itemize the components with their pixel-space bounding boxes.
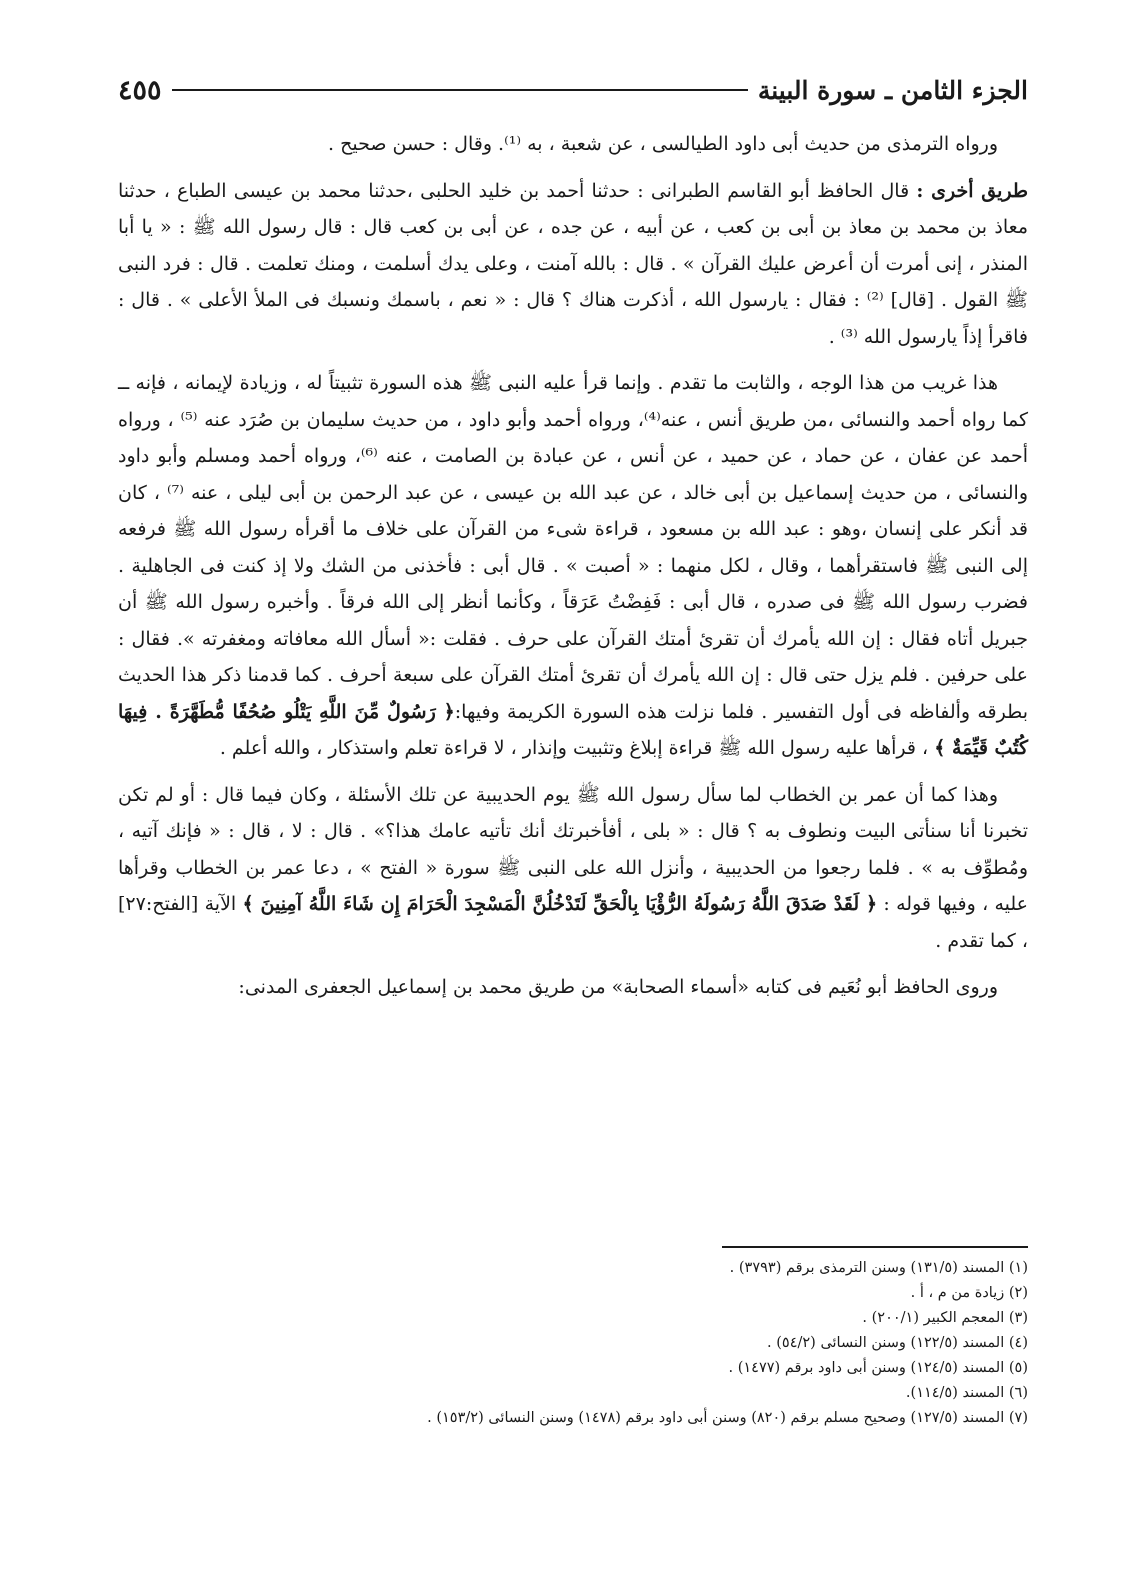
footnote: (١) المسند (١٣١/٥) وسنن الترمذى برقم (٣٧٩٣) . <box>729 1260 1028 1276</box>
footnote: (٢) زيادة من م ، أ . <box>910 1285 1028 1301</box>
footnote: (٦) المسند (١١٤/٥). <box>905 1385 1028 1401</box>
footnote: (٧) المسند (١٢٧/٥) وصحيح مسلم برقم (٨٢٠) وسنن أبى داود برقم (١٤٧٨) وسنن النسائى (١٥٣/٢) . <box>427 1410 1028 1426</box>
paragraph-4-text-b: الآية [الفتح:٢٧] ، كما تقدم . <box>118 893 1028 952</box>
footnote: (٤) المسند (١٢٢/٥) وسنن النسائى (٥٤/٢) . <box>767 1335 1028 1351</box>
paragraph-4-text-a: وهذا كما أن عمر بن الخطاب لما سأل رسول الله ﷺ يوم الحديبية عن تلك الأسئلة ، وكان فيما قال : أو لم تكن تخبرنا أنا سنأتى البيت ونطوف به ؟ قال : « بلى ، أفأخبرتك أنك تأتيه عامك هذا؟» . قال : لا ، قال : « فإنك آتيه ، ومُطوِّف به » . فلما رجعوا من الحديبية ، وأنزل الله على النبى ﷺ سورة « الفتح » ، دعا عمر بن الخطاب وقرأها عليه ، وفيها قوله : <box>118 783 1029 915</box>
paragraph-3-text-a: هذا غريب من هذا الوجه ، والثابت ما تقدم . وإنما قرأ عليه النبى ﷺ هذه السورة تثبيتاً له ، وزيادة لإيمانه ، فإنه ــ كما رواه أحمد والنسائى ،من طريق أنس ، عنه⁽⁴⁾، ورواه أحمد وأبو داود ، من حديث سليمان بن صُرَد عنه ⁽⁵⁾ ، ورواه أحمد عن عفان ، عن حماد ، عن حميد ، عن أنس ، عن عبادة بن الصامت ، عنه ⁽⁶⁾، ورواه أحمد ومسلم وأبو داود والنسائى ، من حديث إسماعيل بن أبى خالد ، عن عبد الله بن عيسى ، عن عبد الرحمن بن أبى ليلى ، عنه ⁽⁷⁾ ، كان قد أنكر على إنسان ،وهو : عبد الله بن مسعود ، قراءة شىء من القرآن على خلاف ما أقرأه رسول الله ﷺ فرفعه إلى النبى ﷺ فاستقرأهما ، وقال ، لكل منهما : « أصبت » . قال أبى : فأخذنى من الشك ولا إذ كنت فى الجاهلية . فضرب رسول الله ﷺ فى صدره ، قال أبى : فَفِضْتُ عَرَقاً ، وكأنما أنظر إلى الله فرقاً . وأخبره رسول الله ﷺ أن جبريل أتاه فقال : إن الله يأمرك أن تقرئ أمتك القرآن على حرف . فقلت :« أسأل الله معافاته ومغفرته ». فقال : على حرفين . فلم يزل حتى قال : إن الله يأمرك أن تقرئ أمتك القرآن على سبعة أحرف . كما قدمنا ذكر هذا الحديث بطرقه وألفاظه فى أول التفسير . فلما نزلت هذه السورة الكريمة وفيها: <box>118 372 1029 723</box>
paragraph-3-text-b: ، قرأها عليه رسول الله ﷺ قراءة إبلاغ وتثبيت وإنذار ، لا قراءة تعلم واستذكار ، والله أعلم . <box>219 737 929 759</box>
paragraph-1: ورواه الترمذى من حديث أبى داود الطيالسى ، عن شعبة ، به ⁽¹⁾. وقال : حسن صحيح . <box>328 133 998 155</box>
quran-verse-2: ﴿ لَقَدْ صَدَقَ اللَّهُ رَسُولَهُ الرُّؤْيَا بِالْحَقِّ لَتَدْخُلُنَّ الْمَسْجِدَ الْحَرَامَ إِن شَاءَ اللَّهُ آمِنِينَ ﴾ <box>242 893 878 915</box>
footnote-divider <box>722 1246 1028 1248</box>
header-rule <box>172 89 748 91</box>
page-number: ٤٥٥ <box>118 74 162 106</box>
paragraph-2-heading: طريق أخرى : <box>916 179 1028 202</box>
footnote: (٥) المسند (١٢٤/٥) وسنن أبى داود برقم (١٤٧٧) . <box>728 1360 1028 1376</box>
footnotes <box>118 1256 1028 1431</box>
main-text <box>118 126 1028 1016</box>
running-header <box>118 70 1028 110</box>
footnote: (٣) المعجم الكبير (٢٠٠/١) . <box>862 1310 1028 1326</box>
quran-verse-1: ﴿ رَسُولٌ مِّنَ اللَّهِ يَتْلُو صُحُفًا مُّطَهَّرَةً . فِيهَا كُتُبٌ قَيِّمَةٌ ﴾ <box>118 700 1028 759</box>
running-title: الجزء الثامن ـ سورة البينة <box>757 75 1028 105</box>
paragraph-5: وروى الحافظ أبو نُعَيم فى كتابه «أسماء الصحابة» من طريق محمد بن إسماعيل الجعفرى المدنى: <box>238 976 998 998</box>
paragraph-3 <box>118 365 1028 767</box>
paragraph-4 <box>118 777 1028 960</box>
paragraph-2 <box>118 173 1028 356</box>
paragraph-2-text: قال الحافظ أبو القاسم الطبرانى : حدثنا أحمد بن خليد الحلبى ،حدثنا محمد بن عيسى الطباع ، حدثنا معاذ بن محمد بن معاذ بن أبى بن كعب ، عن أبيه ، عن جده ، عن أبى بن كعب قال : قال رسول الله ﷺ : « يا أبا المنذر ، إنى أمرت أن أعرض عليك القرآن » . قال : بالله آمنت ، وعلى يدك أسلمت ، ومنك تعلمت . قال : فرد النبى ﷺ القول . [قال] ⁽²⁾ : فقال : يارسول الله ، أذكرت هناك ؟ قال : « نعم ، باسمك ونسبك فى الملأ الأعلى » . قال : فاقرأ إذاً يارسول الله ⁽³⁾ . <box>118 179 1028 348</box>
